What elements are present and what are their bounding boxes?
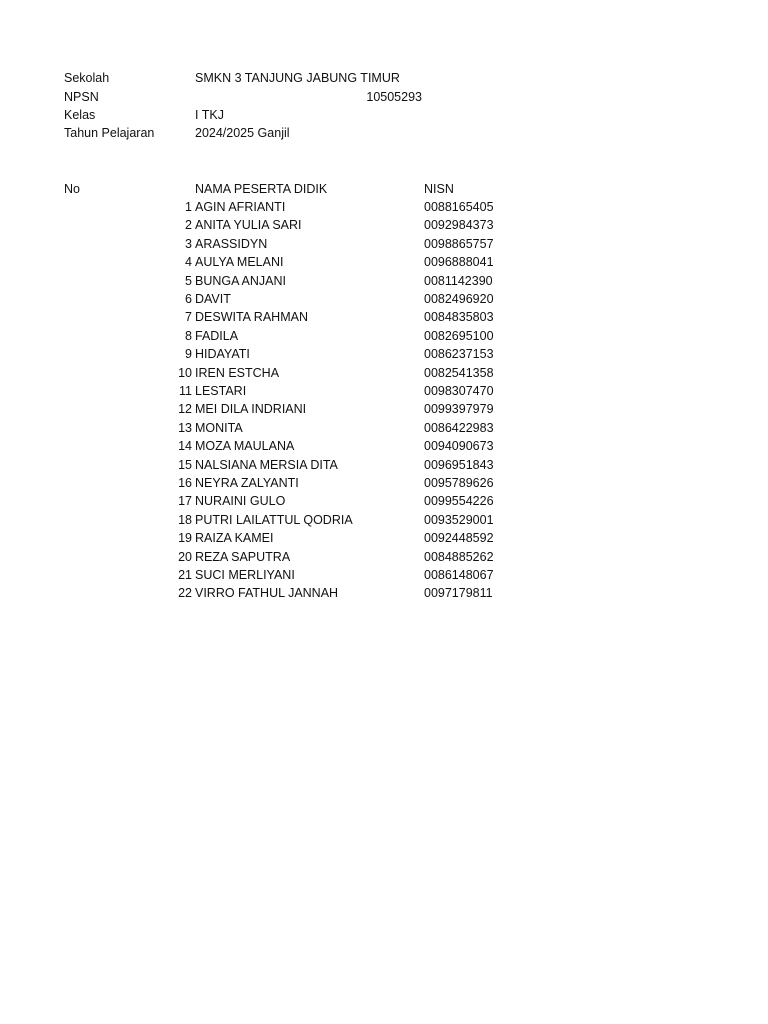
kelas-label: Kelas xyxy=(64,108,96,122)
row-number: 21 xyxy=(178,568,192,582)
student-name: ANITA YULIA SARI xyxy=(195,218,302,233)
table-row xyxy=(0,456,768,474)
row-number: 17 xyxy=(178,494,192,509)
row-number: 10 xyxy=(178,365,192,380)
table-row xyxy=(0,216,768,234)
table-row xyxy=(0,474,768,492)
row-number: 19 xyxy=(178,531,192,546)
student-name: IREN ESTCHA xyxy=(195,365,280,380)
student-name: VIRRO FATHUL JANNAH xyxy=(195,586,339,601)
student-name: REZA SAPUTRA xyxy=(195,549,291,564)
table-row xyxy=(0,492,768,510)
sekolah-label: Sekolah xyxy=(64,71,110,85)
student-name: LESTARI xyxy=(195,384,247,398)
table-row xyxy=(0,548,768,566)
student-nisn: 0084835803 xyxy=(424,310,494,325)
student-nisn: 0099554226 xyxy=(424,494,494,509)
column-header-nisn: NISN xyxy=(424,182,454,196)
table-row xyxy=(0,400,768,418)
student-name: AULYA MELANI xyxy=(195,255,284,270)
student-nisn: 0082695100 xyxy=(424,328,494,343)
table-row xyxy=(0,198,768,216)
student-name: NALSIANA MERSIA DITA xyxy=(195,457,338,472)
student-name: FADILA xyxy=(195,328,239,343)
table-row xyxy=(0,419,768,437)
npsn-row xyxy=(0,88,768,106)
row-number: 9 xyxy=(185,347,192,362)
student-name: MONITA xyxy=(195,420,243,435)
row-number: 5 xyxy=(185,273,192,288)
table-row xyxy=(0,272,768,290)
student-nisn: 0096888041 xyxy=(424,255,494,270)
table-row xyxy=(0,290,768,308)
tahun-row xyxy=(0,124,768,142)
table-row xyxy=(0,235,768,253)
row-number: 3 xyxy=(185,236,192,251)
table-row xyxy=(0,566,768,584)
student-nisn: 0094090673 xyxy=(424,439,494,454)
row-number: 14 xyxy=(178,439,192,454)
row-number: 1 xyxy=(185,200,192,214)
student-nisn: 0082541358 xyxy=(424,365,494,380)
student-name: DESWITA RAHMAN xyxy=(195,310,308,325)
table-row xyxy=(0,382,768,400)
sekolah-row xyxy=(0,69,768,87)
kelas-row xyxy=(0,106,768,124)
row-number: 8 xyxy=(185,328,192,343)
student-nisn: 0093529001 xyxy=(424,512,494,527)
row-number: 13 xyxy=(178,420,192,435)
student-name: NURAINI GULO xyxy=(195,494,286,509)
table-row xyxy=(0,308,768,326)
table-row xyxy=(0,584,768,602)
student-nisn: 0092448592 xyxy=(424,531,494,546)
student-nisn: 0099397979 xyxy=(424,402,494,417)
row-number: 11 xyxy=(179,384,192,398)
student-name: MEI DILA INDRIANI xyxy=(195,402,307,417)
kelas-value: I TKJ xyxy=(195,108,224,122)
sekolah-value: SMKN 3 TANJUNG JABUNG TIMUR xyxy=(195,71,400,85)
column-header-no: No xyxy=(64,182,80,196)
student-nisn: 0081142390 xyxy=(424,273,493,288)
student-name: AGIN AFRIANTI xyxy=(195,200,286,214)
row-number: 2 xyxy=(185,218,192,233)
student-nisn: 0098307470 xyxy=(424,384,494,398)
row-number: 6 xyxy=(185,292,192,306)
student-nisn: 0088165405 xyxy=(424,200,494,214)
student-name: NEYRA ZALYANTI xyxy=(195,476,299,490)
student-name: SUCI MERLIYANI xyxy=(195,568,295,582)
student-name: DAVIT xyxy=(195,292,231,306)
student-nisn: 0084885262 xyxy=(424,549,494,564)
student-nisn: 0097179811 xyxy=(424,586,493,601)
row-number: 20 xyxy=(178,549,192,564)
column-header-name: NAMA PESERTA DIDIK xyxy=(195,182,328,196)
row-number: 22 xyxy=(178,586,192,601)
student-name: ARASSIDYN xyxy=(195,236,268,251)
student-nisn: 0086237153 xyxy=(424,347,494,362)
npsn-value: 10505293 xyxy=(366,90,422,104)
student-name: PUTRI LAILATTUL QODRIA xyxy=(195,512,353,527)
table-row xyxy=(0,529,768,547)
row-number: 15 xyxy=(178,457,192,472)
row-number: 12 xyxy=(178,402,192,417)
row-number: 16 xyxy=(178,476,192,490)
student-name: HIDAYATI xyxy=(195,347,250,362)
table-header-row xyxy=(0,180,768,198)
table-row xyxy=(0,327,768,345)
row-number: 7 xyxy=(185,310,192,325)
table-row xyxy=(0,253,768,271)
tahun-value: 2024/2025 Ganjil xyxy=(195,126,290,140)
row-number: 4 xyxy=(185,255,192,270)
row-number: 18 xyxy=(178,512,192,527)
table-row xyxy=(0,511,768,529)
student-nisn: 0092984373 xyxy=(424,218,494,233)
table-row xyxy=(0,364,768,382)
student-nisn: 0086422983 xyxy=(424,420,494,435)
student-name: BUNGA ANJANI xyxy=(195,273,286,288)
student-nisn: 0096951843 xyxy=(424,457,494,472)
student-nisn: 0082496920 xyxy=(424,292,494,306)
student-nisn: 0095789626 xyxy=(424,476,494,490)
student-nisn: 0086148067 xyxy=(424,568,494,582)
table-row xyxy=(0,345,768,363)
tahun-label: Tahun Pelajaran xyxy=(64,126,155,140)
student-name: RAIZA KAMEI xyxy=(195,531,274,546)
table-row xyxy=(0,437,768,455)
student-name: MOZA MAULANA xyxy=(195,439,295,454)
student-nisn: 0098865757 xyxy=(424,236,494,251)
npsn-label: NPSN xyxy=(64,90,99,104)
